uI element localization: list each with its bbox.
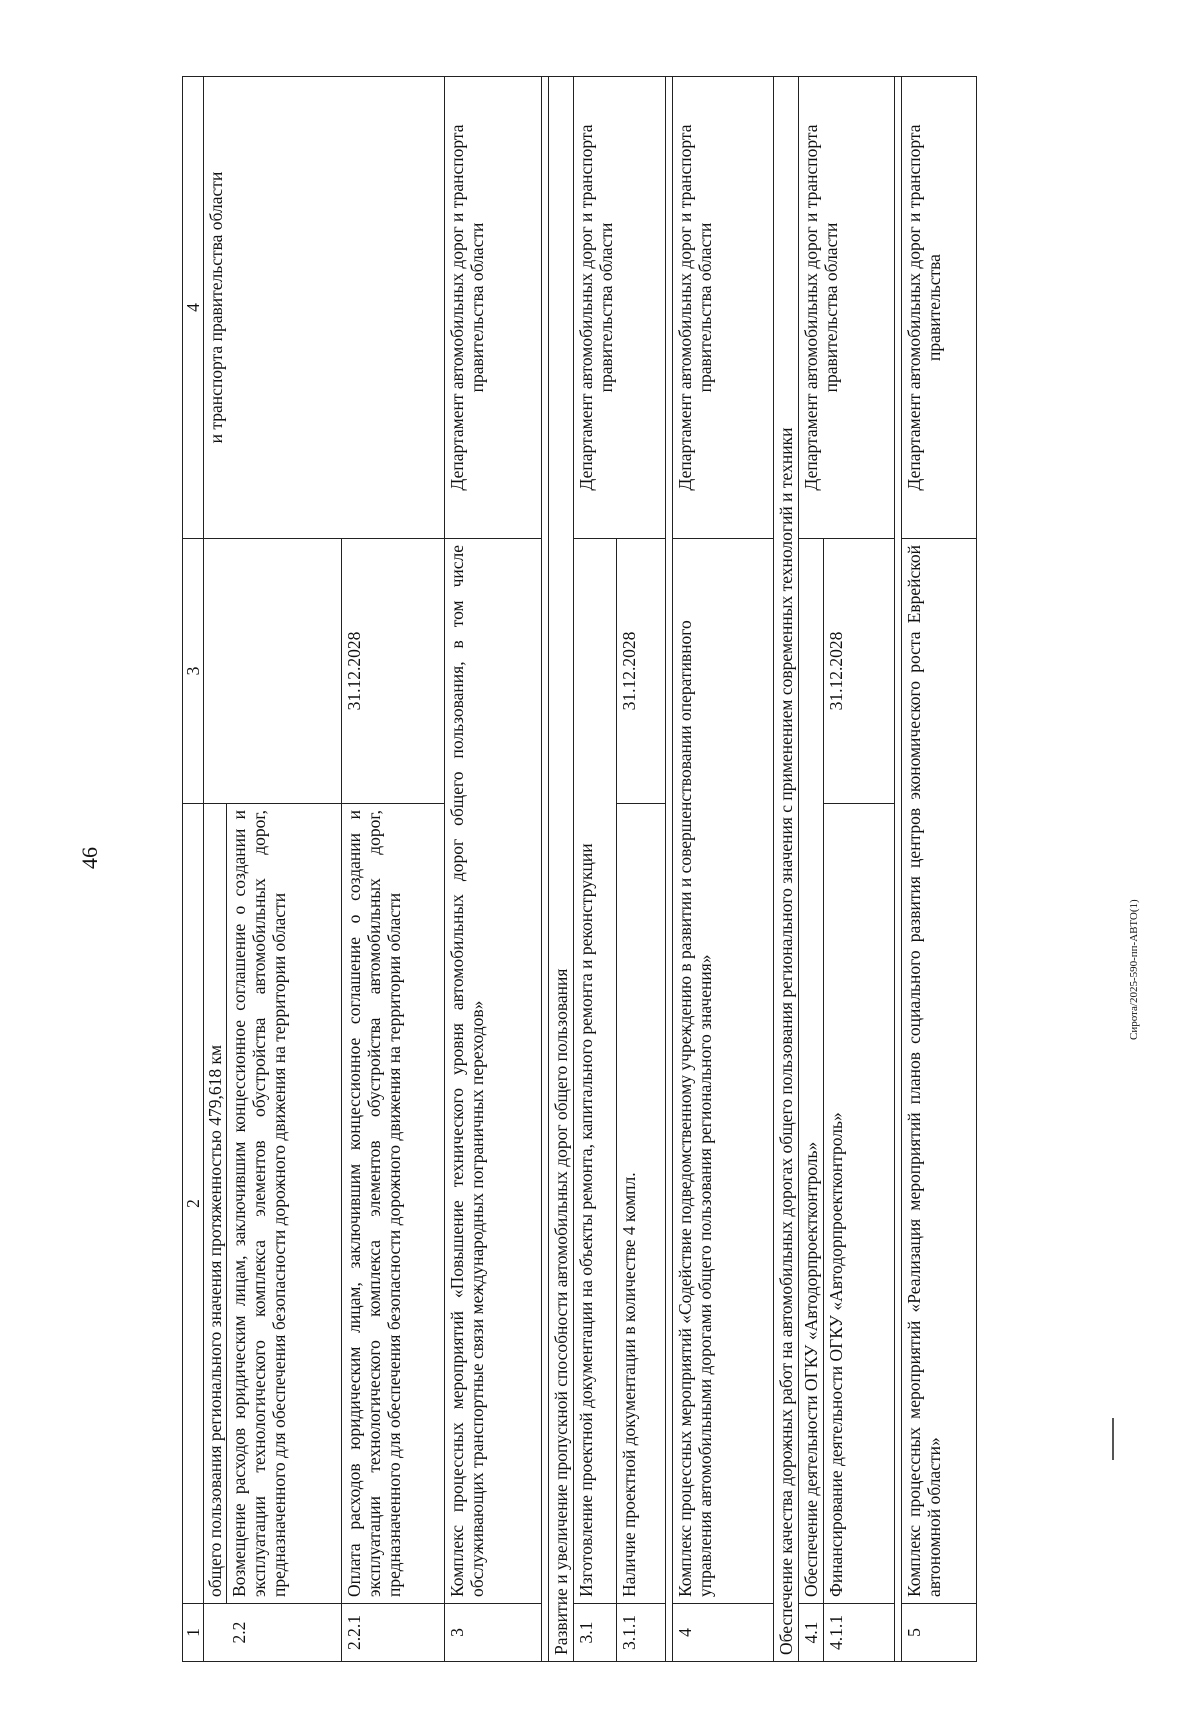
row-number: 2.2 (227, 1604, 342, 1662)
table-row (204, 77, 227, 1662)
task-heading: Развитие и увеличение пропускной способности автомобильных дорог общего пользования (548, 77, 573, 1662)
row-description: Оплата расходов юридическим лицам, заключившим концессионное соглашение о создании и эксплуатации технологического комплекса элементов обустройства автомобильных дорог, предназначенного для обеспечения безопасности дорожного движения на территории области (341, 804, 444, 1604)
table-row (672, 77, 773, 1662)
rotated-table-stage (182, 77, 1047, 1662)
row-executor: Департамент автомобильных дорог и транспорта правительства области (672, 77, 773, 539)
margin-mark (1112, 1418, 1114, 1460)
row-number: 4.1.1 (823, 1604, 894, 1662)
row-description: Возмещение расходов юридическим лицам, заключившим концессионное соглашение о создании и эксплуатации технологического комплекса элементов обустройства автомобильных дорог, предназначенного для обеспечения безопасности дорожного движения на территории области (227, 804, 342, 1604)
row-number: 2.2.1 (341, 1604, 444, 1662)
row-executor: Департамент автомобильных дорог и транспорта правительства области (798, 77, 894, 539)
table-row (444, 77, 541, 1662)
table-row (573, 77, 616, 1662)
row-description: Обеспечение деятельности ОГКУ «Автодорпроектконтроль» (798, 539, 823, 1604)
task-heading: Обеспечение качества дорожных работ на автомобильных дорогах общего пользования регионального значения с применением современных технологий и техники (773, 77, 798, 1662)
row-deadline: 31.12.2028 (616, 539, 665, 804)
row-executor: Департамент автомобильных дорог и транспорта правительства (901, 77, 976, 539)
col-header-4: 4 (183, 77, 204, 539)
col-header-3: 3 (183, 539, 204, 804)
row-number: 3 (444, 1604, 541, 1662)
task-row (548, 77, 573, 1662)
row-executor: Департамент автомобильных дорог и транспорта правительства области (444, 77, 541, 539)
task-row (773, 77, 798, 1662)
row-continuation-text: общего пользования регионального значения протяженностью 479,618 км (204, 804, 227, 1604)
row-number: 5 (901, 1604, 976, 1662)
row-description: Финансирование деятельности ОГКУ «Автодорпроектконтроль» (823, 804, 894, 1604)
activities-table (182, 76, 977, 1662)
row-description: Наличие проектной документации в количестве 4 компл. (616, 804, 665, 1604)
document-code: Сирота/2025-590-пп-АВТО(1) (1128, 899, 1140, 1040)
row-deadline: 31.12.2028 (341, 539, 444, 804)
row-number: 3.1.1 (616, 1604, 665, 1662)
row-number: 3.1 (573, 1604, 616, 1662)
row-number: 4 (672, 1604, 773, 1662)
page-number: 46 (77, 847, 102, 869)
row-description: Комплекс процессных мероприятий «Реализация мероприятий планов социального развития центров экономического роста Еврейской автономной области» (901, 539, 976, 1604)
row-description: Изготовление проектной документации на объекты ремонта, капитального ремонта и реконструкции (573, 539, 616, 1604)
row-description: Комплекс процессных мероприятий «Повышение технического уровня автомобильных дорог общего пользования, в том числе обслуживающих транспортные связи международных пограничных переходов» (444, 539, 541, 1604)
col-header-2: 2 (183, 804, 204, 1604)
row-deadline: 31.12.2028 (823, 539, 894, 804)
col-header-1: 1 (183, 1604, 204, 1662)
row-description: Комплекс процессных мероприятий «Содействие подведомственному учреждению в развитии и совершенствовании оперативного управления автомобильными дорогами общего пользования регионального значения» (672, 539, 773, 1604)
table-row (798, 77, 823, 1662)
row-number: 4.1 (798, 1604, 823, 1662)
row-executor: Департамент автомобильных дорог и транспорта правительства области (573, 77, 665, 539)
table-row (901, 77, 976, 1662)
header-row (183, 77, 204, 1662)
row-continuation-executor: и транспорта правительства области (204, 77, 445, 539)
